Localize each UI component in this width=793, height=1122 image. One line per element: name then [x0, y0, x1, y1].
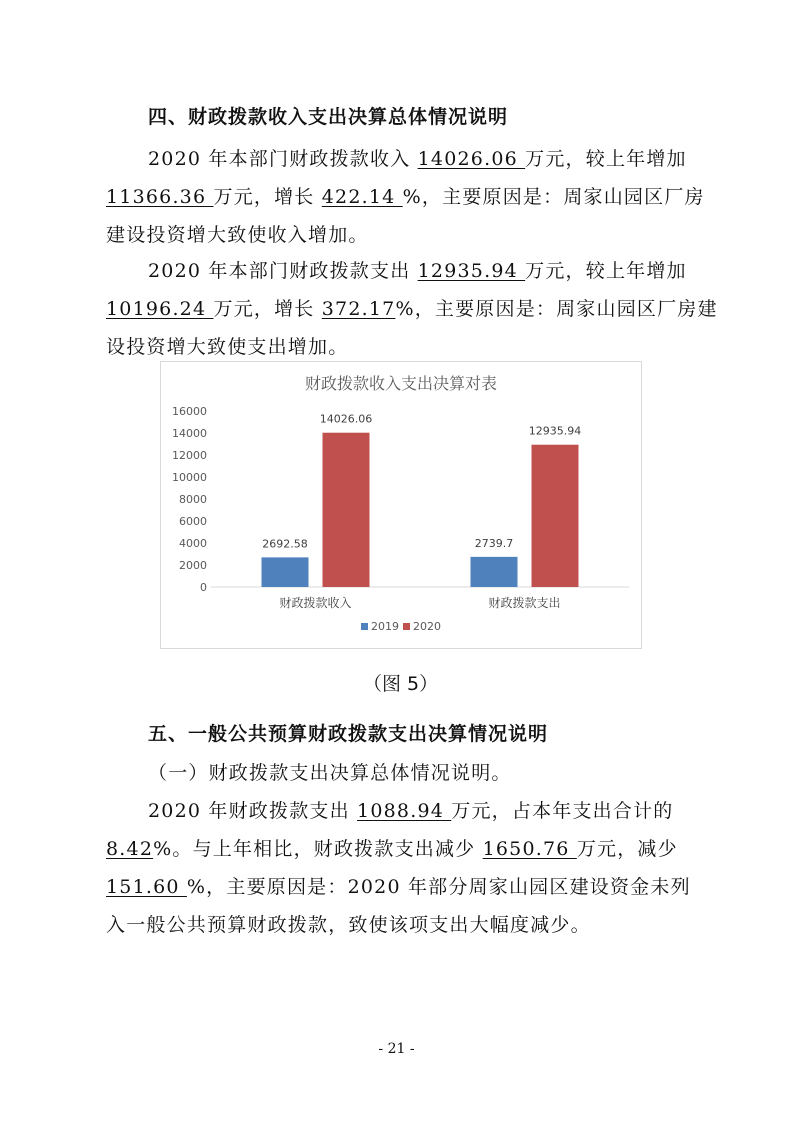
bar-chart [160, 361, 642, 649]
paragraph-expense-line-1 [148, 256, 687, 283]
bar-2019 [471, 557, 518, 587]
text: 万元，增长 [213, 186, 322, 208]
text: 万元，增长 [213, 298, 322, 320]
text: 2020 年财政拨款支出 [148, 800, 358, 822]
paragraph-income-line-3: 建设投资增大致使收入增加。 [106, 224, 369, 246]
data-label: 12935.94 [528, 424, 582, 438]
x-tick-label: 财政拨款收入 [279, 596, 352, 610]
paragraph-income-line-2 [106, 182, 705, 209]
chart-title: 财政拨款收入支出决算对表 [304, 374, 498, 393]
paragraph-general-line-4: 入一般公共预算财政拨款，致使该项支出大幅度减少。 [106, 914, 591, 936]
text: %，主要原因是：周家山园区厂房 [402, 186, 705, 208]
bar-2019 [262, 557, 309, 587]
text: %。与上年相比，财政拨款支出减少 [153, 838, 483, 860]
value-income: 14026.06 [417, 148, 526, 170]
subsection-heading: （一）财政拨款支出决算总体情况说明。 [148, 762, 512, 784]
paragraph-general-line-3 [106, 872, 691, 899]
paragraph-expense-line-2 [106, 294, 718, 321]
data-label: 14026.06 [319, 412, 373, 426]
section-4-heading: 四、财政拨款收入支出决算总体情况说明 [148, 106, 509, 128]
bar-2020 [323, 433, 370, 587]
page-number: - 21 - [378, 1041, 415, 1057]
text: 2020 年本部门财政拨款支出 [148, 260, 418, 282]
y-tick-label: 10000 [172, 471, 207, 484]
y-tick-label: 12000 [172, 449, 207, 462]
text: 万元，较上年增加 [525, 260, 687, 282]
text: 万元，占本年支出合计的 [451, 800, 674, 822]
text: 万元，较上年增加 [525, 148, 687, 170]
x-tick-label: 财政拨款支出 [488, 596, 561, 610]
value-share: 8.42 [106, 838, 154, 860]
legend-swatch-2020 [403, 623, 410, 630]
value-income-increase: 11366.36 [106, 186, 214, 208]
data-label: 2692.58 [262, 537, 308, 551]
y-tick-label: 8000 [179, 493, 207, 506]
data-label: 2739.7 [474, 536, 514, 550]
value-decrease: 1650.76 [482, 838, 577, 860]
value-general-expense: 1088.94 [357, 800, 452, 822]
text: 万元，减少 [576, 838, 678, 860]
figure-caption: （图 5） [363, 673, 439, 695]
legend-label: 2020 [413, 620, 441, 633]
paragraph-expense-line-3: 设投资增大致使支出增加。 [106, 336, 349, 358]
paragraph-income-line-1 [148, 144, 687, 171]
y-tick-label: 0 [200, 581, 207, 594]
value-expense-growth: 372.17 [321, 298, 396, 320]
paragraph-general-line-2 [106, 834, 678, 861]
section-5-heading: 五、一般公共预算财政拨款支出决算情况说明 [148, 723, 549, 745]
y-tick-label: 2000 [179, 559, 207, 572]
text: %，主要原因是：2020 年部分周家山园区建设资金未列 [186, 876, 691, 898]
bar-2020 [532, 445, 579, 587]
legend-label: 2019 [371, 620, 399, 633]
value-expense: 12935.94 [417, 260, 526, 282]
bar-chart-svg [161, 362, 641, 648]
text: %，主要原因是：周家山园区厂房建 [395, 298, 718, 320]
text: 2020 年本部门财政拨款收入 [148, 148, 418, 170]
value-decrease-percent: 151.60 [106, 876, 187, 898]
value-income-growth: 422.14 [321, 186, 403, 208]
value-expense-increase: 10196.24 [106, 298, 214, 320]
y-tick-label: 14000 [172, 427, 207, 440]
y-tick-label: 4000 [179, 537, 207, 550]
y-tick-label: 6000 [179, 515, 207, 528]
legend-swatch-2019 [361, 623, 368, 630]
y-tick-label: 16000 [172, 405, 207, 418]
paragraph-general-line-1 [148, 796, 673, 823]
